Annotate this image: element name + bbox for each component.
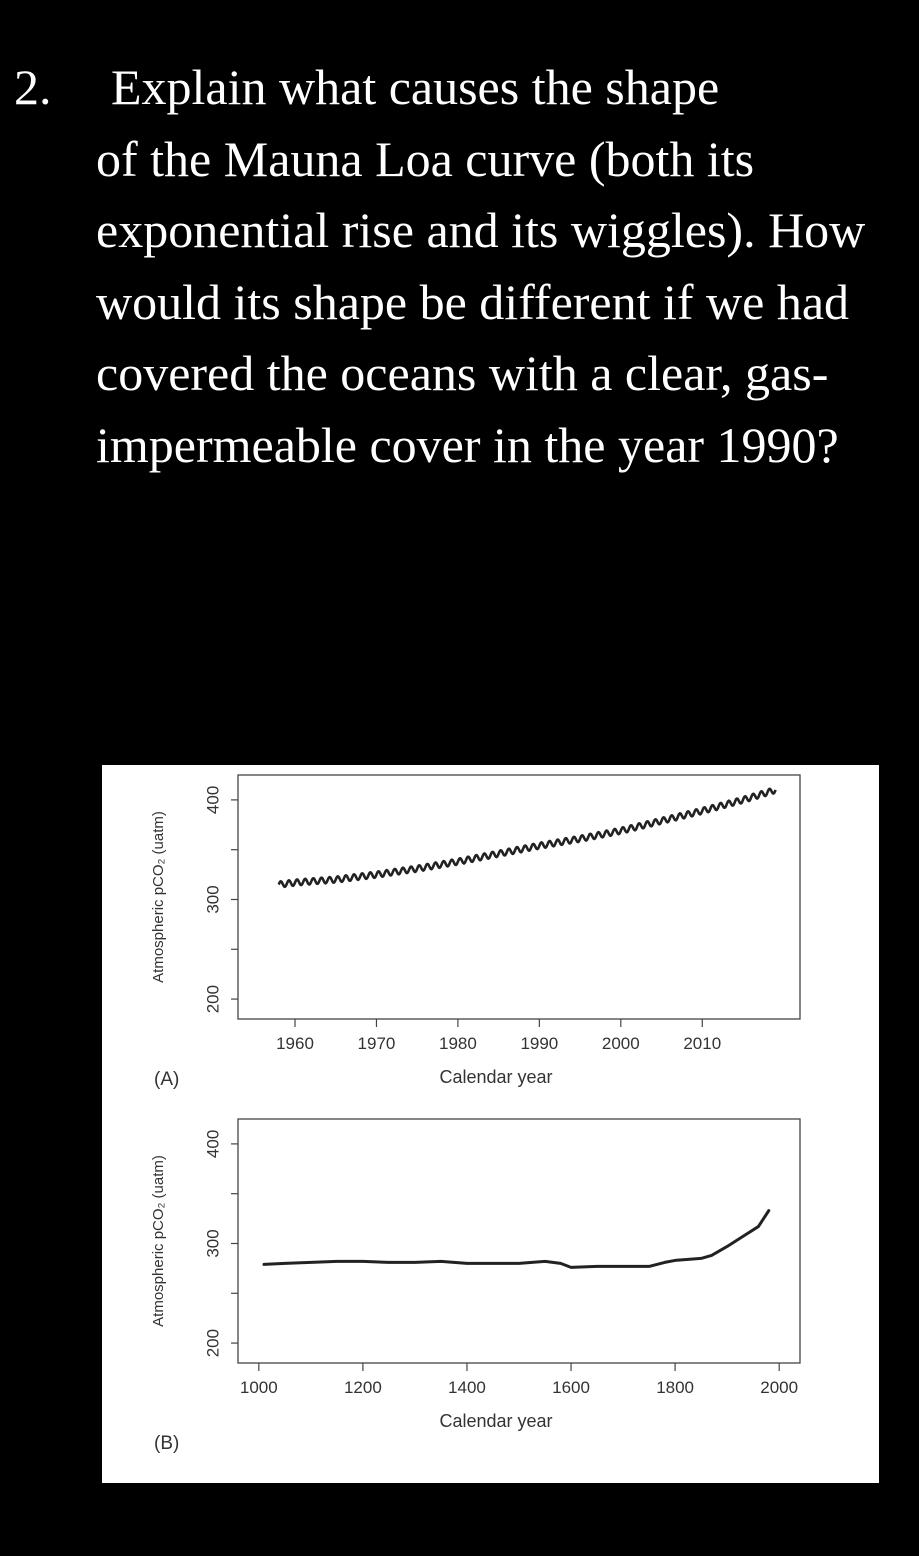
question-text-first-line: Explain what causes the shape [111,59,720,115]
y-tick-label: 400 [203,785,223,815]
x-tick-label: 1000 [239,1378,278,1397]
y-axis-label: Atmospheric pCO₂ (uatm) [150,1155,167,1327]
x-axis-label: Calendar year [439,1067,553,1087]
y-tick-label: 200 [203,984,223,1014]
x-axis-label: Calendar year [439,1411,553,1431]
x-tick-label: 2010 [683,1034,722,1053]
chart-panel-2 [150,1119,800,1454]
figure [102,765,879,1483]
y-tick-label: 300 [203,1229,223,1258]
x-tick-label: 1960 [276,1034,314,1053]
panel-label: (A) [154,1069,180,1090]
x-tick-label: 1980 [438,1034,477,1053]
x-tick-label: 2000 [601,1034,640,1053]
question-number: 2. [14,59,52,115]
plot-frame [238,775,800,1019]
y-axis-label: Atmospheric pCO₂ (uatm) [150,811,167,983]
x-tick-label: 1600 [552,1378,590,1397]
y-tick-label: 200 [203,1328,223,1358]
y-tick-label: 400 [203,1129,223,1159]
x-tick-label: 1400 [448,1378,486,1397]
series-line [279,789,776,887]
x-tick-label: 1990 [520,1034,559,1053]
question-text-rest: of the Mauna Loa curve (both its exponential rise and its wiggles). How would its shape be different if we had covered the oceans with a clear, gas-impermeable cover in the year 1990? [96,130,866,473]
x-tick-label: 2000 [760,1378,799,1397]
plot-frame [238,1119,800,1363]
series-line [264,1211,769,1268]
y-tick-label: 300 [203,885,223,914]
x-tick-label: 1970 [357,1034,396,1053]
panel-label: (B) [154,1433,180,1454]
chart-figure [102,765,879,1483]
chart-panel-1 [150,775,800,1090]
x-tick-label: 1800 [656,1378,695,1397]
x-tick-label: 1200 [343,1378,382,1397]
